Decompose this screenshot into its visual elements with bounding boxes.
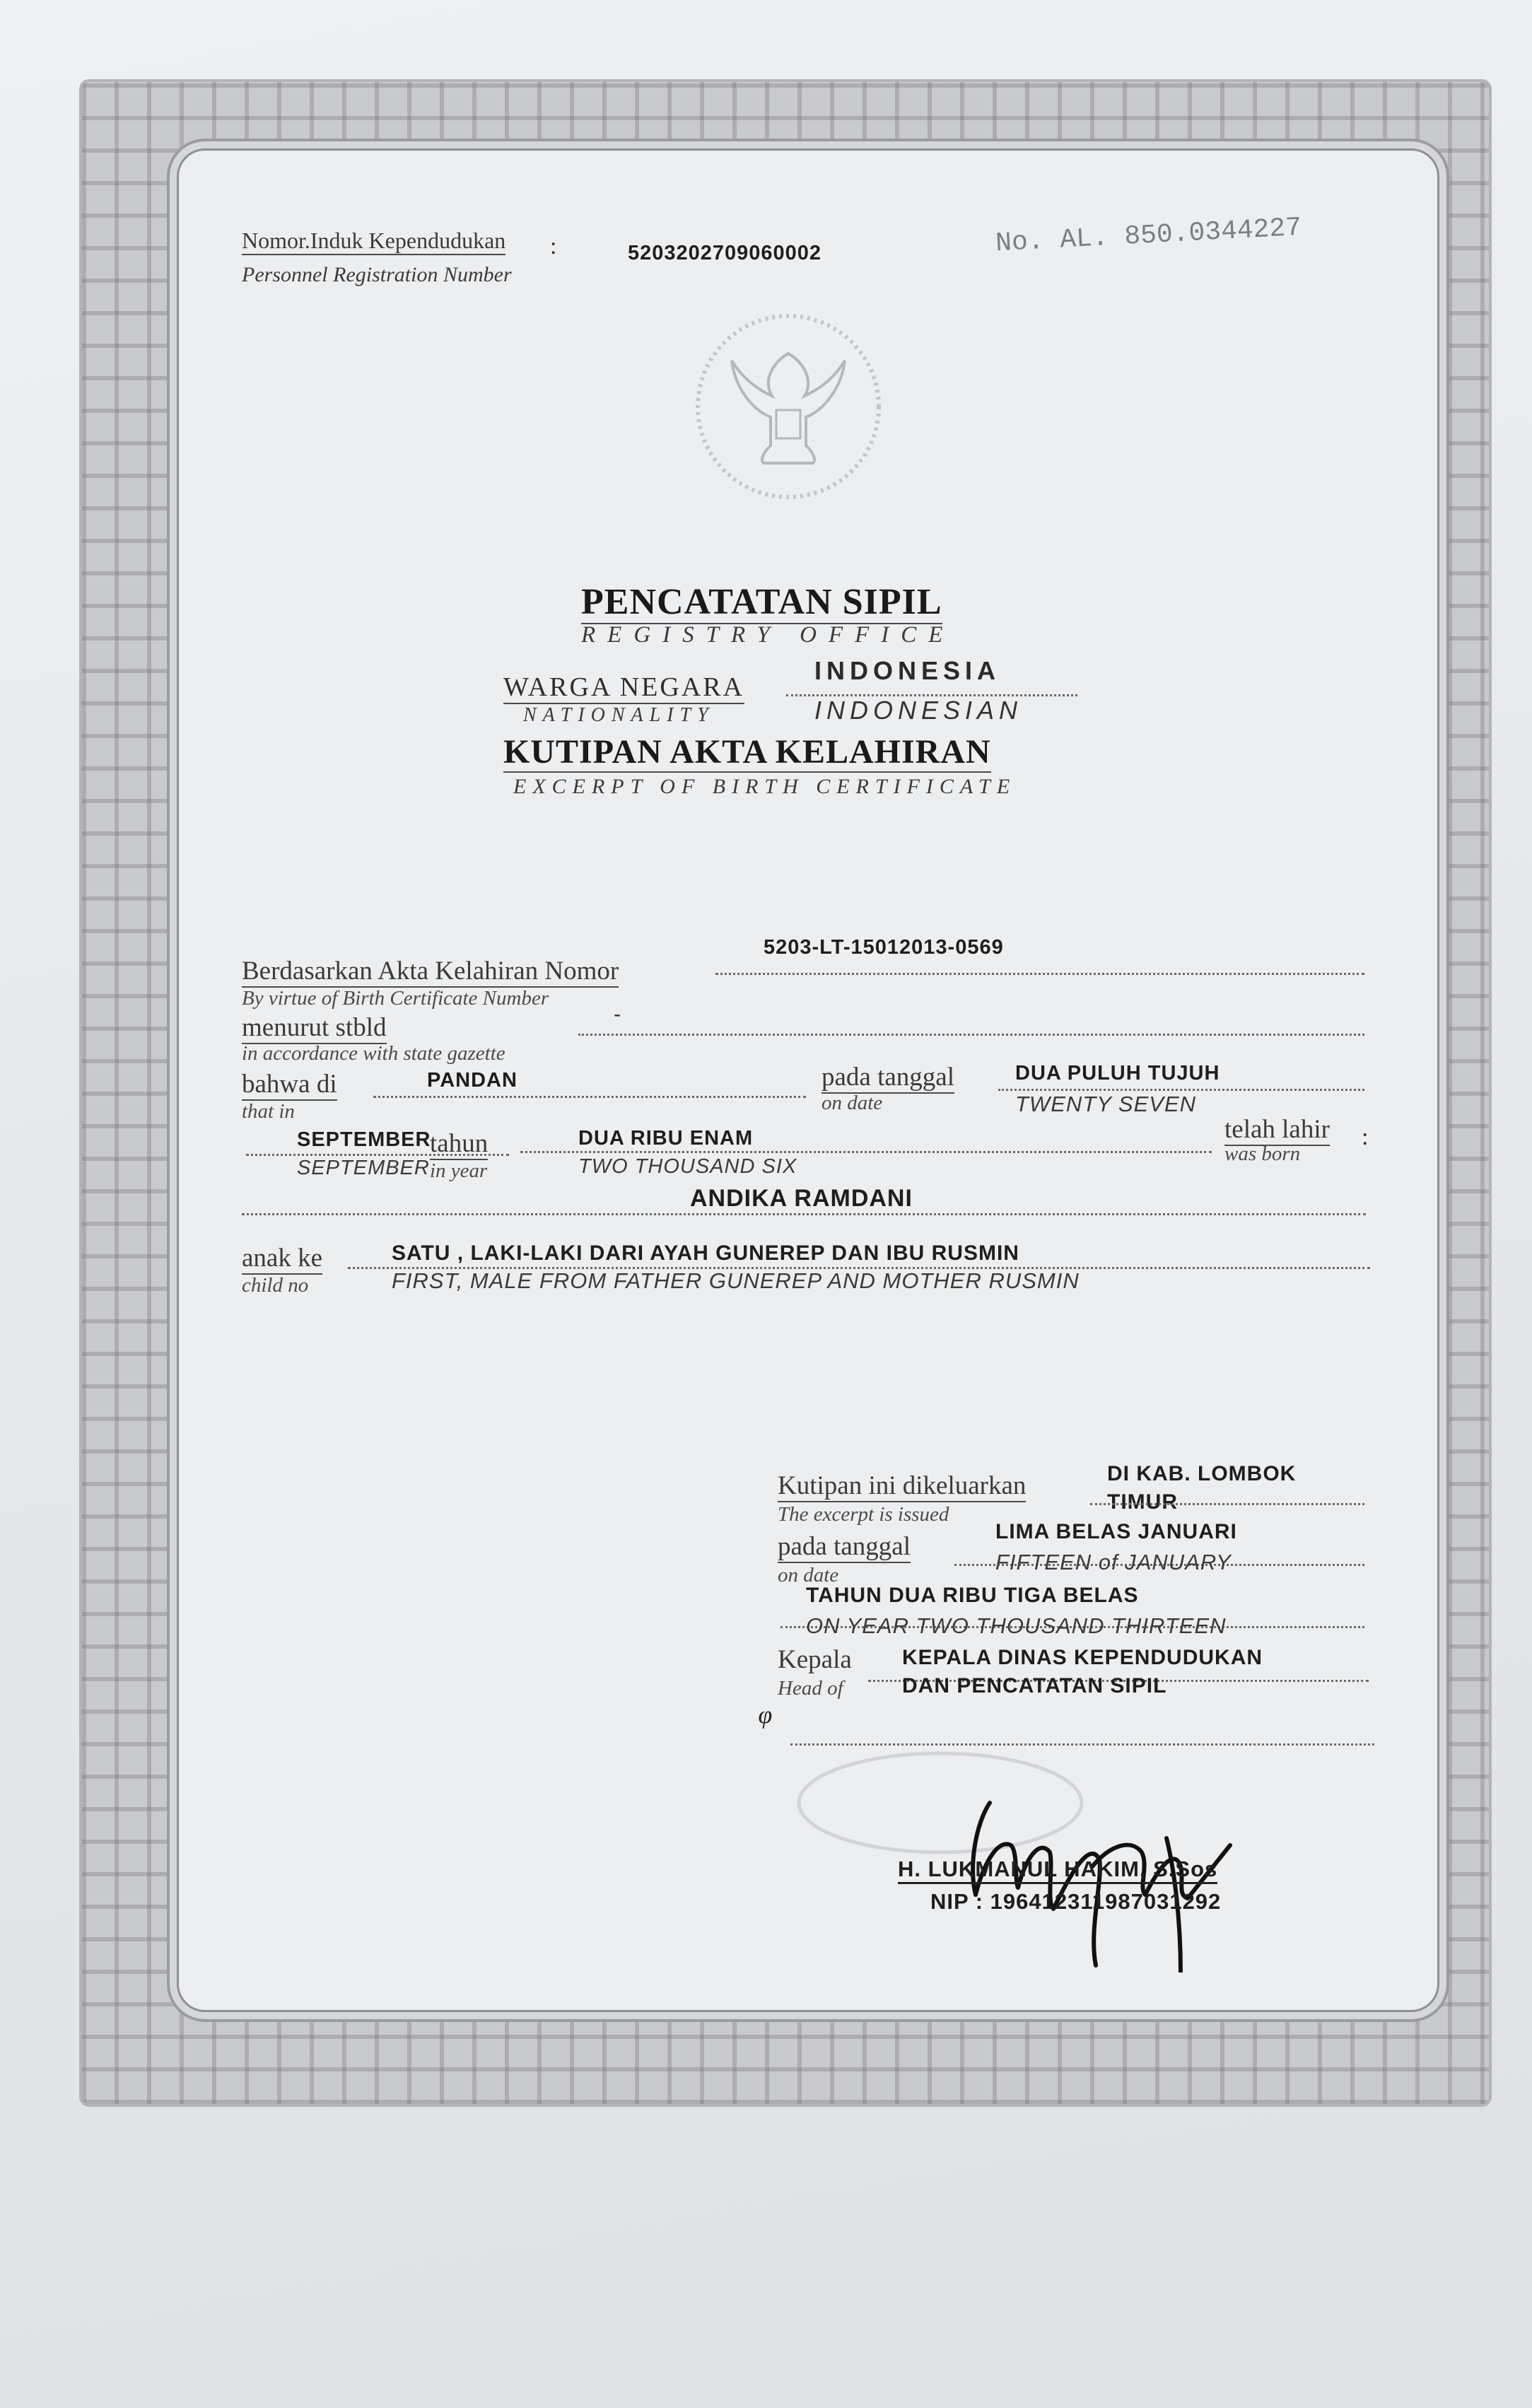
stbld-value: - <box>614 1003 621 1026</box>
nationality-value: INDONESIA <box>814 656 1001 685</box>
child-no-label: anak ke <box>242 1243 322 1275</box>
nik-value: 5203202709060002 <box>628 242 822 264</box>
date-value-en: TWENTY SEVEN <box>1015 1092 1197 1116</box>
serial-number: No. AL. 850.0344227 <box>995 212 1303 259</box>
cert-number-dotted-line <box>715 973 1364 975</box>
date-label: pada tanggal <box>821 1062 954 1094</box>
month-value: SEPTEMBER <box>297 1128 431 1151</box>
cert-number-label-en: By virtue of Birth Certificate Number <box>242 987 549 1010</box>
nik-label-en: Personnel Registration Number <box>242 263 512 286</box>
date-dotted-line <box>998 1089 1364 1091</box>
issued-place-value: DI KAB. LOMBOK <box>1107 1462 1297 1485</box>
place-label-en: that in <box>242 1100 295 1123</box>
child-no-value: SATU , LAKI-LAKI DARI AYAH GUNEREP DAN IBU RUSMIN <box>392 1241 1019 1265</box>
stbld-label: menurut stbld <box>242 1012 387 1044</box>
born-colon: : <box>1362 1124 1369 1150</box>
issued-year-value-en: ON YEAR TWO THOUSAND THIRTEEN <box>806 1613 1227 1638</box>
registry-title-en: REGISTRY OFFICE <box>581 622 955 648</box>
child-no-value-en: FIRST, MALE FROM FATHER GUNEREP AND MOTHER RUSMIN <box>392 1268 1080 1293</box>
document-title-en: EXCERPT OF BIRTH CERTIFICATE <box>513 775 1017 798</box>
initial-dotted-line <box>790 1743 1374 1746</box>
place-dotted-line <box>373 1096 806 1098</box>
document-title: KUTIPAN AKTA KELAHIRAN <box>503 732 991 773</box>
issued-date-value: LIMA BELAS JANUARI <box>995 1520 1237 1543</box>
signer-nip: NIP : 196412311987031292 <box>930 1889 1222 1914</box>
name-dotted-line <box>242 1213 1366 1215</box>
born-label-en: was born <box>1224 1142 1301 1165</box>
born-label: telah lahir <box>1224 1114 1330 1146</box>
child-no-label-en: child no <box>242 1274 309 1297</box>
date-value: DUA PULUH TUJUH <box>1015 1062 1220 1085</box>
year-dotted-line <box>520 1151 1212 1153</box>
issued-place-value-line2: TIMUR <box>1107 1490 1178 1514</box>
issued-date-label: pada tanggal <box>778 1531 911 1563</box>
month-dotted-line <box>246 1154 509 1156</box>
nationality-label: WARGA NEGARA <box>503 672 744 704</box>
initial-mark: ᵠ <box>756 1697 770 1744</box>
place-label: bahwa di <box>242 1069 337 1101</box>
month-value-en: SEPTEMBER <box>297 1157 430 1179</box>
stbld-label-en: in accordance with state gazette <box>242 1042 505 1065</box>
year-value: DUA RIBU ENAM <box>578 1127 754 1150</box>
year-label-en: in year <box>430 1159 488 1182</box>
head-label-en: Head of <box>778 1677 843 1700</box>
issued-date-value-en: FIFTEEN of JANUARY <box>995 1550 1232 1574</box>
garuda-emblem-icon <box>693 311 884 502</box>
head-label: Kepala <box>778 1645 852 1674</box>
signer-name: H. LUKMANUL HAKIM, S.Sos <box>898 1857 1217 1884</box>
year-label: tahun <box>430 1128 488 1160</box>
nationality-value-en: INDONESIAN <box>814 696 1023 725</box>
issued-date-label-en: on date <box>778 1564 839 1586</box>
head-value-line2: DAN PENCATATAN SIPIL <box>902 1674 1167 1697</box>
head-value: KEPALA DINAS KEPENDUDUKAN <box>902 1646 1263 1669</box>
registry-title: PENCATATAN SIPIL <box>581 581 942 624</box>
nationality-label-en: NATIONALITY <box>523 704 715 726</box>
issued-label-en: The excerpt is issued <box>778 1503 949 1526</box>
issued-label: Kutipan ini dikeluarkan <box>778 1471 1026 1502</box>
issued-dotted-line <box>1090 1503 1364 1505</box>
place-value: PANDAN <box>427 1069 518 1092</box>
cert-number-label: Berdasarkan Akta Kelahiran Nomor <box>242 956 619 988</box>
child-name-value: ANDIKA RAMDANI <box>690 1185 913 1212</box>
nik-label: Nomor.Induk Kependudukan <box>242 228 505 255</box>
stbld-dotted-line <box>578 1034 1364 1036</box>
year-value-en: TWO THOUSAND SIX <box>578 1155 797 1178</box>
cert-number-value: 5203-LT-15012013-0569 <box>764 936 1004 959</box>
date-label-en: on date <box>821 1092 883 1114</box>
issued-year-value: TAHUN DUA RIBU TIGA BELAS <box>806 1584 1139 1607</box>
nik-colon: : <box>550 233 557 259</box>
